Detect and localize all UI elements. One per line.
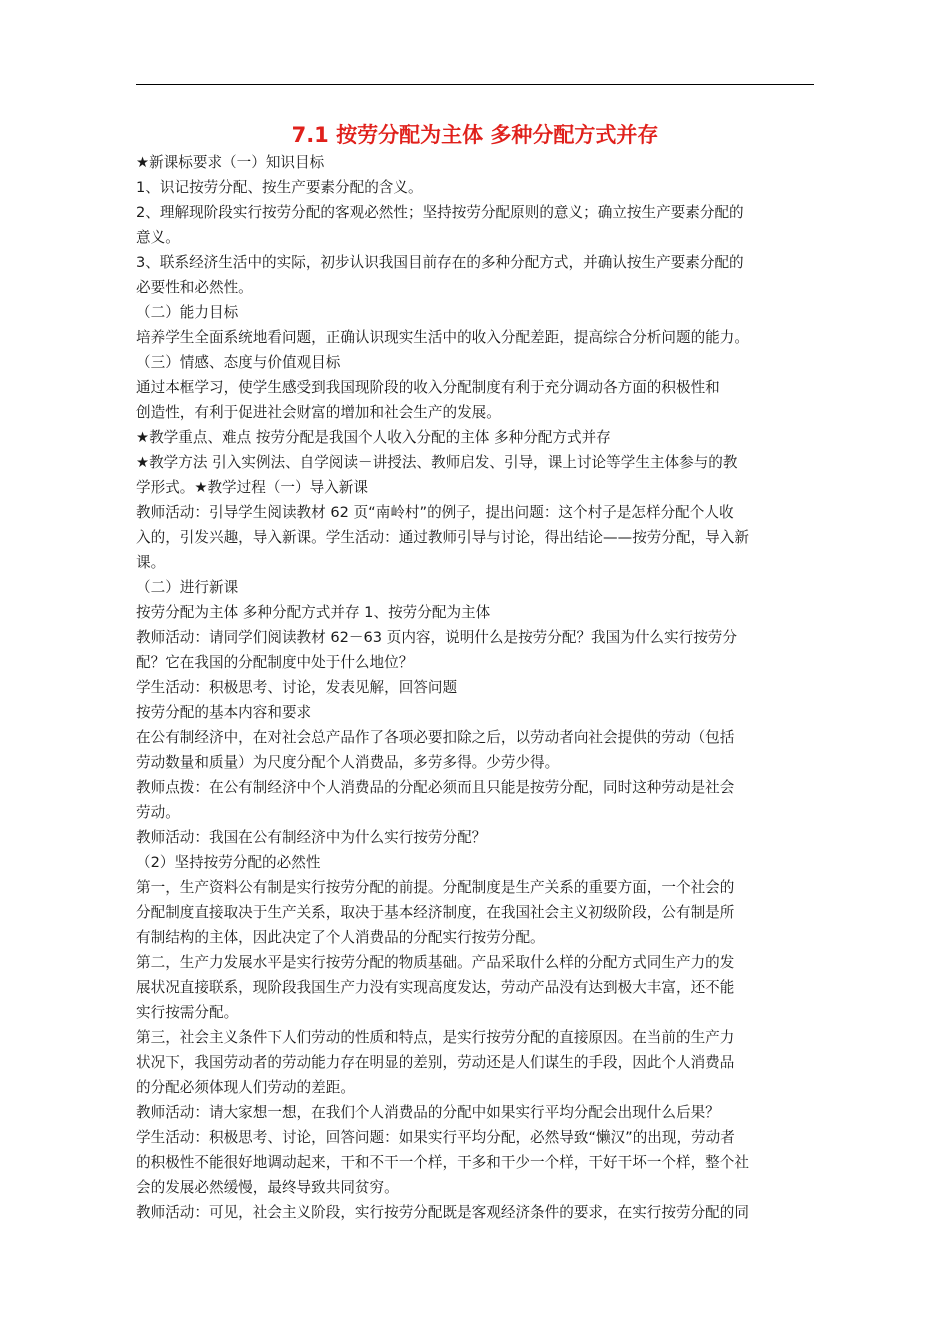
text-line: （三）情感、态度与价值观目标 (136, 354, 341, 371)
text-line: 第三，社会主义条件下人们劳动的性质和特点，是实行按劳分配的直接原因。在当前的生产力 (136, 1029, 735, 1046)
text-line: 劳动数量和质量）为尺度分配个人消费品，多劳多得。少劳少得。 (136, 754, 560, 771)
text-line: （二）能力目标 (136, 304, 239, 321)
text-line: 有制结构的主体，因此决定了个人消费品的分配实行按劳分配。 (136, 929, 545, 946)
text-line: 1、识记按劳分配、按生产要素分配的含义。 (136, 179, 423, 196)
text-line: 劳动。 (136, 804, 180, 821)
text-line: 的分配必须体现人们劳动的差距。 (136, 1079, 355, 1096)
text-line: 第二，生产力发展水平是实行按劳分配的物质基础。产品采取什么样的分配方式同生产力的发 (136, 954, 735, 971)
text-line: 按劳分配的基本内容和要求 (136, 704, 312, 721)
text-line: 第一，生产资料公有制是实行按劳分配的前提。分配制度是生产关系的重要方面，一个社会的 (136, 879, 735, 896)
text-line: 分配制度直接取决于生产关系，取决于基本经济制度，在我国社会主义初级阶段，公有制是所 (136, 904, 735, 921)
text-line: ★新课标要求（一）知识目标 (136, 154, 325, 171)
text-line: 教师活动：请同学们阅读教材 62－63 页内容，说明什么是按劳分配？我国为什么实行按劳分 (136, 629, 737, 646)
text-line: 按劳分配为主体 多种分配方式并存 1、按劳分配为主体 (136, 604, 491, 621)
text-line: 通过本框学习，使学生感受到我国现阶段的收入分配制度有利于充分调动各方面的积极性和 (136, 379, 720, 396)
text-line: 创造性，有利于促进社会财富的增加和社会生产的发展。 (136, 404, 501, 421)
document-body (136, 150, 826, 1225)
text-line: 入的，引发兴趣，导入新课。学生活动：通过教师引导与讨论，得出结论——按劳分配，导入新 (136, 529, 749, 546)
text-line: （二）进行新课 (136, 579, 239, 596)
text-line: 意义。 (136, 229, 180, 246)
text-line: 会的发展必然缓慢，最终导致共同贫穷。 (136, 1179, 399, 1196)
text-line: 必要性和必然性。 (136, 279, 253, 296)
text-line: 配？它在我国的分配制度中处于什么地位？ (136, 654, 414, 671)
text-line: 展状况直接联系，现阶段我国生产力没有实现高度发达，劳动产品没有达到极大丰富，还不能 (136, 979, 735, 996)
text-line: 在公有制经济中，在对社会总产品作了各项必要扣除之后，以劳动者向社会提供的劳动（包括 (136, 729, 735, 746)
text-line: 教师活动：我国在公有制经济中为什么实行按劳分配？ (136, 829, 487, 846)
text-line: 教师活动：请大家想一想，在我们个人消费品的分配中如果实行平均分配会出现什么后果？ (136, 1104, 720, 1121)
text-line: 学形式。★教学过程（一）导入新课 (136, 479, 368, 496)
text-line: 的积极性不能很好地调动起来，干和不干一个样，干多和干少一个样，干好干坏一个样，整个社 (136, 1154, 749, 1171)
text-line: （2）坚持按劳分配的必然性 (136, 854, 321, 871)
text-line: 课。 (136, 554, 166, 571)
text-line: 培养学生全面系统地看问题，正确认识现实生活中的收入分配差距，提高综合分析问题的能力。 (136, 329, 749, 346)
text-line: ★教学方法 引入实例法、自学阅读－讲授法、教师启发、引导，课上讨论等学生主体参与的教 (136, 454, 738, 471)
text-line: 学生活动：积极思考、讨论，发表见解，回答问题 (136, 679, 458, 696)
document-title: 7.1 按劳分配为主体 多种分配方式并存 (291, 123, 659, 147)
text-line: 实行按需分配。 (136, 1004, 239, 1021)
text-line: ★教学重点、难点 按劳分配是我国个人收入分配的主体 多种分配方式并存 (136, 429, 611, 446)
text-line: 状况下，我国劳动者的劳动能力存在明显的差别，劳动还是人们谋生的手段，因此个人消费品 (136, 1054, 735, 1071)
header-rule (136, 84, 814, 85)
text-line: 3、联系经济生活中的实际，初步认识我国目前存在的多种分配方式，并确认按生产要素分配的 (136, 254, 744, 271)
text-line: 2、理解现阶段实行按劳分配的客观必然性；坚持按劳分配原则的意义；确立按生产要素分配的 (136, 204, 744, 221)
text-line: 教师点拨：在公有制经济中个人消费品的分配必须而且只能是按劳分配，同时这种劳动是社会 (136, 779, 735, 796)
text-line: 教师活动：可见，社会主义阶段，实行按劳分配既是客观经济条件的要求，在实行按劳分配的同 (136, 1204, 749, 1221)
text-line: 学生活动：积极思考、讨论，回答问题：如果实行平均分配，必然导致“懒汉”的出现，劳动者 (136, 1129, 735, 1146)
text-line: 教师活动：引导学生阅读教材 62 页“南岭村”的例子，提出问题：这个村子是怎样分配个人收 (136, 504, 734, 521)
